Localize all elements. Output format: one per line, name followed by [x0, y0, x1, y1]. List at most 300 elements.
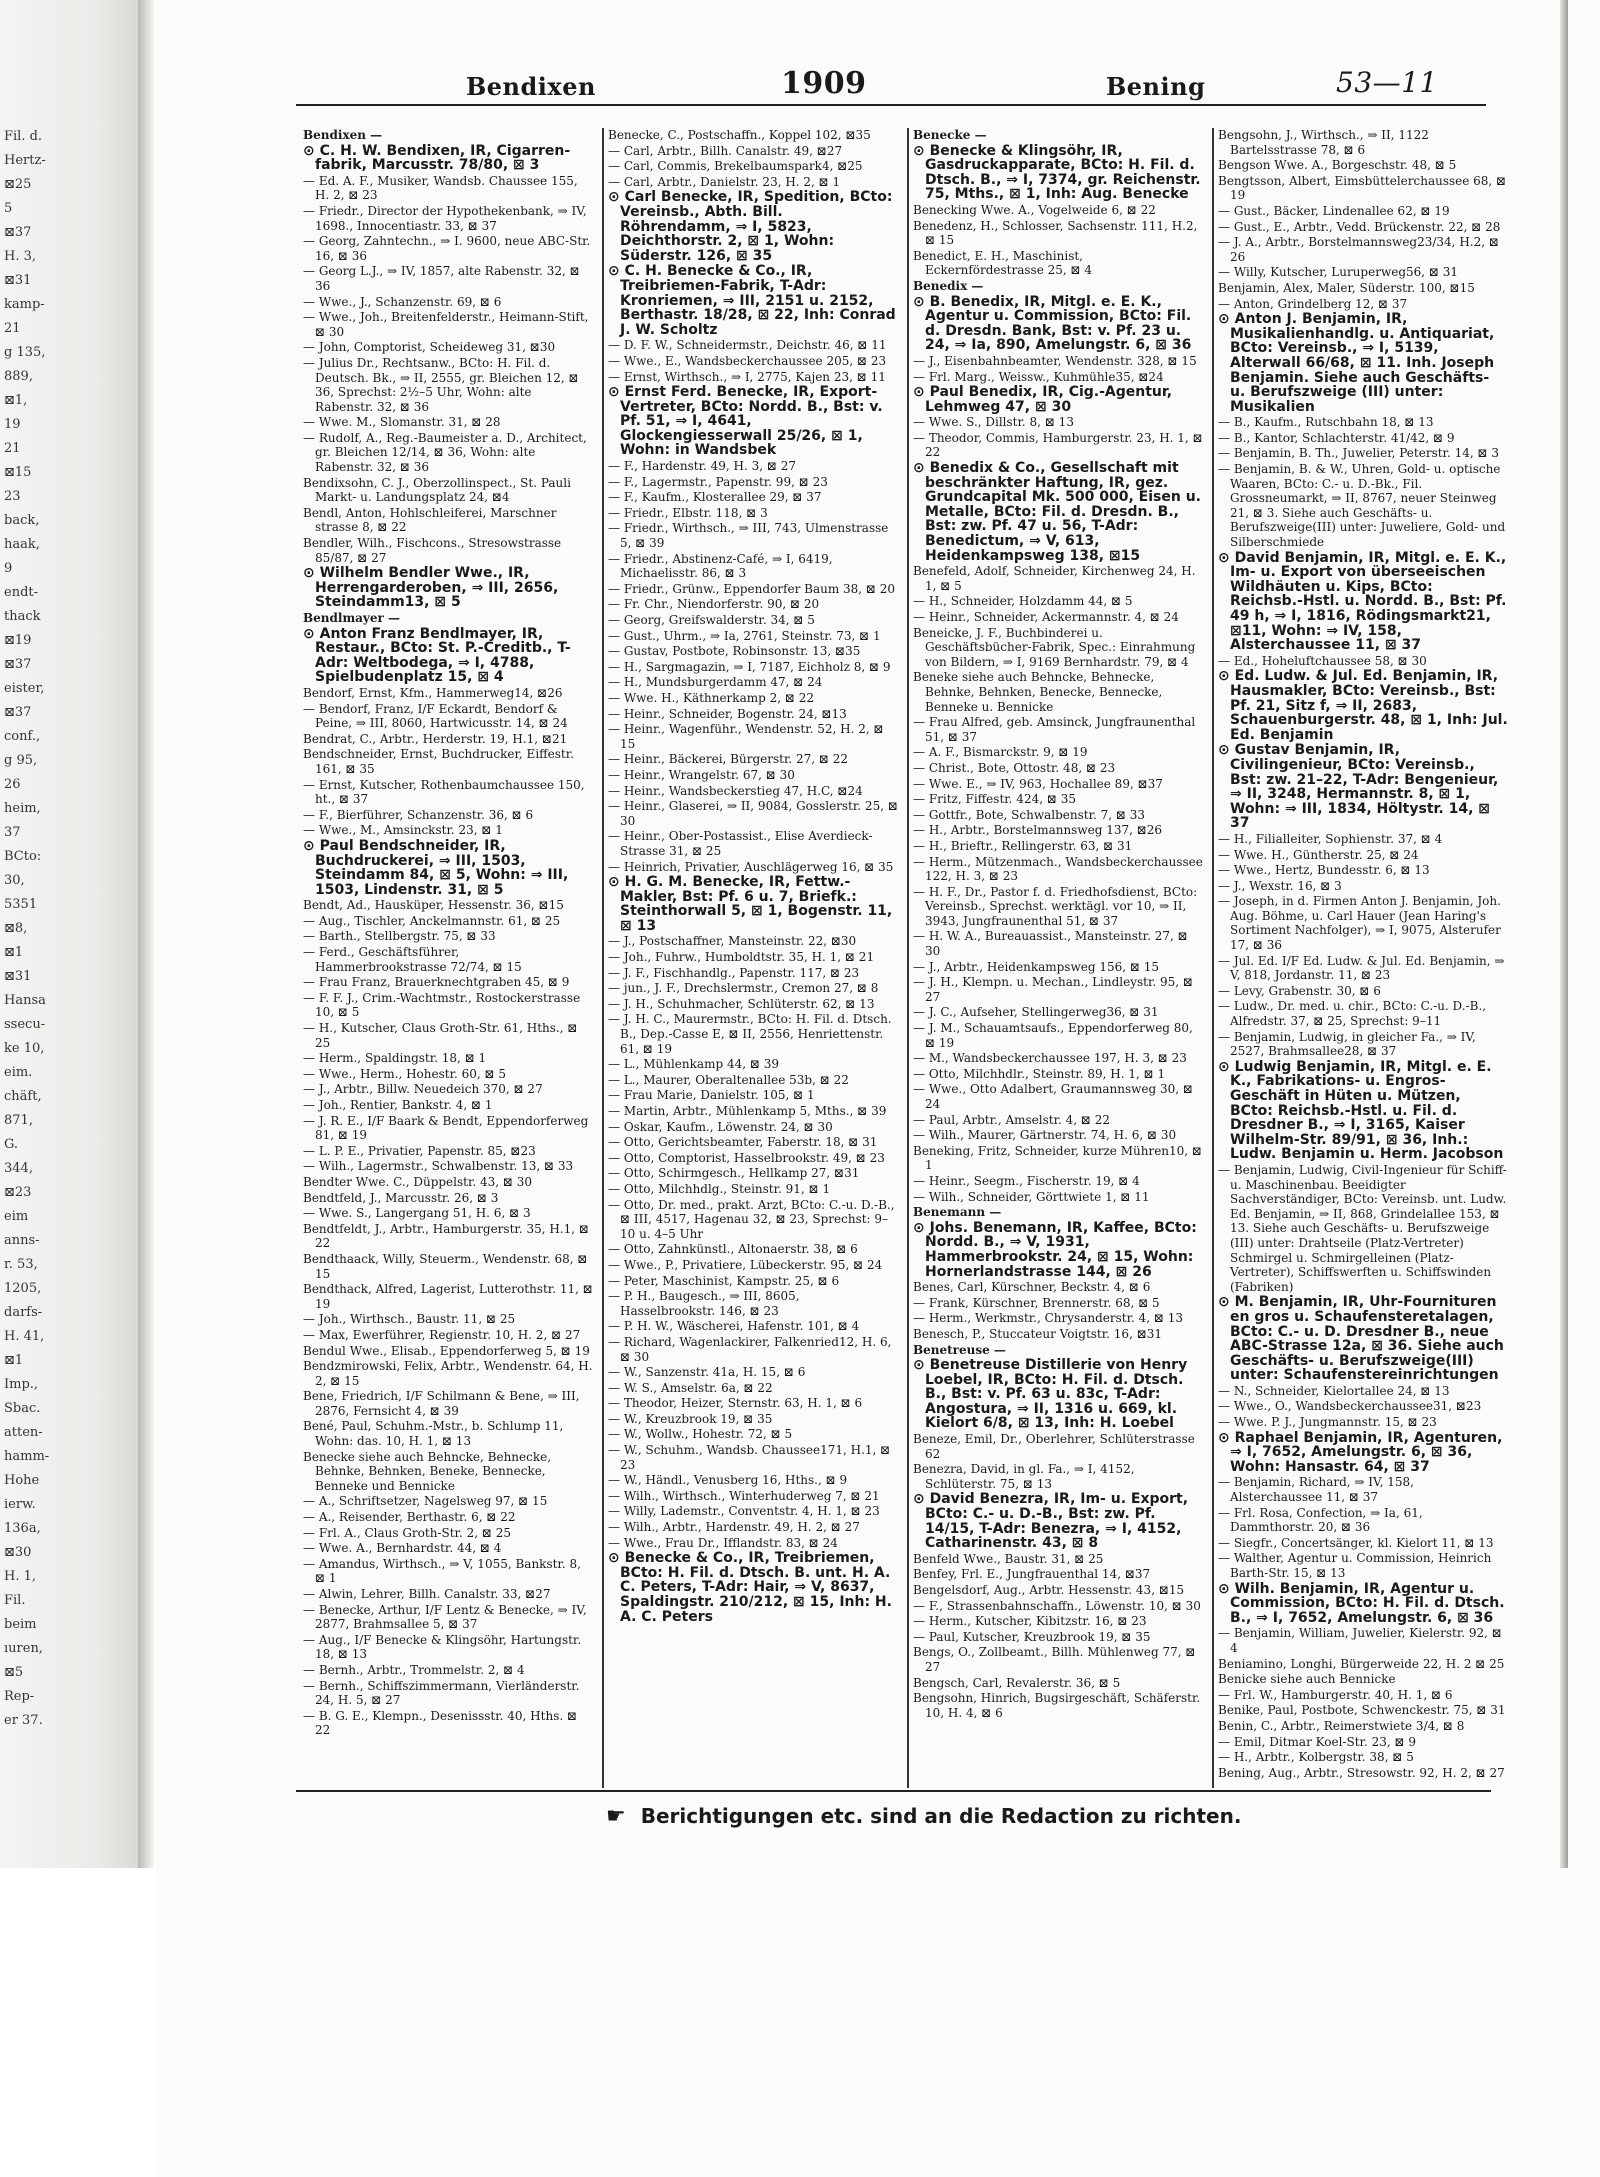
directory-entry: Beneze, Emil, Dr., Oberlehrer, Schlüterstrasse 62	[913, 1432, 1195, 1461]
directory-entry: — Wilh., Arbtr., Hardenstr. 49, H. 2, ⊠ 27	[608, 1520, 860, 1535]
spine-text-fragment: ⊠15	[4, 465, 32, 480]
directory-entry: — Wwe., Frau Dr., Ifflandstr. 83, ⊠ 24	[608, 1535, 838, 1550]
directory-entry: — Fritz, Fiffestr. 424, ⊠ 35	[913, 792, 1076, 807]
directory-entry: — Alwin, Lehrer, Billh. Canalstr. 33, ⊠27	[303, 1587, 551, 1601]
spine-text-fragment: chäft,	[4, 1089, 42, 1104]
spine-text-fragment: eim.	[4, 1065, 33, 1080]
footer-text: Berichtigungen etc. sind an die Redaction zu richten.	[640, 1804, 1242, 1828]
directory-entry: — H. W. A., Bureauassist., Mansteinstr. 27, ⊠ 30	[913, 929, 1188, 959]
directory-entry: — Wwe., Hertz, Bundesstr. 6, ⊠ 13	[1218, 863, 1430, 878]
directory-entry: Benezra, David, in gl. Fa., ⇒ I, 4152, Schlüterstr. 75, ⊠ 13	[913, 1462, 1135, 1491]
directory-entry: — Christ., Bote, Ottostr. 48, ⊠ 23	[913, 760, 1116, 775]
directory-entry: — B. G. E., Klempn., Desenissstr. 40, Hths. ⊠ 22	[303, 1708, 578, 1738]
directory-entry: — J. C., Aufseher, Stellingerweg36, ⊠ 31	[913, 1005, 1159, 1020]
directory-entry: ⊙ Benecke & Klingsöhr, IR, Gasdruckapparate, BCto: H. Fil. d. Dtsch. B., ⇒ I, 7374, gr. Reichenstr. 75, Mths., ⊠ 1, Inh: Aug. Benecke	[913, 142, 1201, 203]
directory-entry: — Martin, Arbtr., Mühlenkamp 5, Mths., ⊠ 39	[608, 1104, 887, 1118]
directory-entry: Benecke, C., Postschaffn., Koppel 102, ⊠35	[608, 128, 871, 142]
directory-entry: Bengtsson, Albert, Eimsbüttelerchaussee 68, ⊠ 19	[1218, 173, 1507, 203]
directory-entry: — Carl, Commis, Brekelbaumspark4, ⊠25	[608, 159, 863, 174]
directory-entry: — Peter, Maschinist, Kampstr. 25, ⊠ 6	[608, 1273, 840, 1288]
spine-text-fragment: 1205,	[4, 1281, 42, 1296]
directory-entry: — F., Bierführer, Schanzenstr. 36, ⊠ 6	[303, 807, 534, 822]
directory-entry: — Oskar, Kaufm., Löwenstr. 24, ⊠ 30	[608, 1119, 833, 1134]
directory-page	[156, 0, 1600, 2177]
directory-entry: Bendzmirowski, Felix, Arbtr., Wendenstr. 64, H. 2, ⊠ 15	[303, 1359, 593, 1388]
directory-entry: — J. A., Arbtr., Borstelmannsweg23/34, H.2, ⊠ 26	[1218, 235, 1499, 264]
directory-entry: — Bernh., Arbtr., Trommelstr. 2, ⊠ 4	[303, 1662, 525, 1677]
directory-entry: — W., Sanzenstr. 41a, H. 15, ⊠ 6	[608, 1365, 806, 1380]
directory-entry: — Otto, Comptorist, Hasselbrookstr. 49, ⊠ 23	[608, 1150, 885, 1165]
directory-entry: — Ernst, Wirthsch., ⇒ I, 2775, Kajen 23, ⊠ 11	[608, 369, 886, 384]
directory-entry: — Rudolf, A., Reg.-Baumeister a. D., Architect, gr. Bleichen 12/14, ⊠ 36, Wohn: alte Rabenstr. 32, ⊠ 36	[303, 430, 587, 475]
spine-text-fragment: ⊠23	[4, 1185, 32, 1200]
directory-entry: — Theodor, Heizer, Sternstr. 63, H. 1, ⊠ 6	[608, 1396, 863, 1411]
spine-text-fragment: H. 3,	[4, 249, 37, 264]
directory-entry: — W. S., Amselstr. 6a, ⊠ 22	[608, 1380, 773, 1395]
spine-text-fragment: Hansa	[4, 993, 46, 1008]
footer-notice	[606, 1804, 1241, 1829]
directory-entry: — Wwe., M., Amsinckstr. 23, ⊠ 1	[303, 823, 503, 838]
spine-text-fragment: 5	[4, 201, 13, 216]
directory-entry: — F., Hardenstr. 49, H. 3, ⊠ 27	[608, 459, 797, 474]
spine-text-fragment: ⊠37	[4, 225, 32, 240]
column-1	[303, 128, 593, 1788]
directory-entry: ⊙ C. H. W. Bendixen, IR, Cigarren-fabrik, Marcusstr. 78/80, ⊠ 3	[303, 142, 571, 174]
directory-entry: Beneking, Fritz, Schneider, kurze Mühren10, ⊠ 1	[913, 1143, 1202, 1173]
directory-entry: Benin, C., Arbtr., Reimerstwiete 3/4, ⊠ 8	[1218, 1718, 1465, 1733]
directory-entry: — Wilh., Schneider, Görttwiete 1, ⊠ 11	[913, 1189, 1150, 1204]
directory-entry: — Wwe., Otto Adalbert, Graumannsweg 30, ⊠ 24	[913, 1082, 1193, 1111]
directory-entry: — Levy, Grabenstr. 30, ⊠ 6	[1218, 983, 1381, 998]
header-rule	[296, 104, 1486, 106]
directory-entry: ⊙ Benecke & Co., IR, Treibriemen, BCto: H. Fil. d. Dtsch. B. unt. H. A. C. Peters, T-Adr: Hair, ⇒ V, 8637, Spaldingstr. 210/212, ⊠ 15, Inh: H. A. C. Peters	[608, 1550, 892, 1625]
directory-entry: — D. F. W., Schneidermstr., Deichstr. 46, ⊠ 11	[608, 338, 887, 353]
directory-entry: Benjamin, Alex, Maler, Süderstr. 100, ⊠15	[1218, 280, 1475, 295]
directory-entry: — Friedr., Elbstr. 118, ⊠ 3	[608, 505, 768, 520]
page-edge	[1560, 0, 1568, 1868]
directory-entry: ⊙ Gustav Benjamin, IR, Civilingenieur, BCto: Vereinsb., Bst: zw. 21–22, T-Adr: Bengenieur, ⇒ II, 3248, Hermannstr. 8, ⊠ 1, Wohn: ⇒ III, 1834, Höltystr. 14, ⊠ 37	[1218, 742, 1499, 832]
directory-entry: — Wwe. E., ⇒ IV, 963, Hochallee 89, ⊠37	[913, 776, 1163, 791]
directory-entry: — Amandus, Wirthsch., ⇒ V, 1055, Bankstr. 8, ⊠ 1	[303, 1556, 581, 1586]
directory-entry: — J. R. E., I/F Baark & Bendt, Eppendorferweg 81, ⊠ 19	[303, 1113, 589, 1143]
directory-entry: — Frl. Rosa, Confection, ⇒ Ia, 61, Dammthorstr. 20, ⊠ 36	[1218, 1505, 1423, 1535]
directory-entry: — P. H., Baugesch., ⇒ III, 8605, Hasselbrookstr. 146, ⊠ 23	[608, 1289, 800, 1318]
directory-entry: — Carl, Arbtr., Danielstr. 23, H. 2, ⊠ 1	[608, 174, 841, 189]
directory-entry: Bengs, O., Zollbeamt., Billh. Mühlenweg 77, ⊠ 27	[913, 1645, 1196, 1674]
directory-entry: ⊙ Johs. Benemann, IR, Kaffee, BCto: Nordd. B., ⇒ V, 1931, Hammerbrookstr. 24, ⊠ 15, Wohn: Hornerlandstrasse 144, ⊠ 26	[913, 1219, 1197, 1280]
directory-entry: — Carl, Arbtr., Billh. Canalstr. 49, ⊠27	[608, 143, 843, 158]
spine-text-fragment: Rep-	[4, 1689, 35, 1704]
directory-entry: ⊙ Benedix & Co., Gesellschaft mit beschränkter Haftung, IR, gez. Grundcapital Mk. 500 000, Eisen u. Metalle, BCto: Fil. d. Dresdn. B., Bst: zw. Pf. 47 u. 56, T-Adr: Benedictum, ⇒ V, 613, Heidenkampsweg 138, ⊠15	[913, 460, 1201, 564]
directory-entry: — L. P. E., Privatier, Papenstr. 85, ⊠23	[303, 1143, 536, 1158]
directory-entry: Bendter Wwe. C., Düppelstr. 43, ⊠ 30	[303, 1174, 533, 1189]
directory-entry: ⊙ David Benjamin, IR, Mitgl. e. E. K., Im- u. Export von überseeischen Wildhäuten u. Kips, BCto: Reichsb.-Hstl. u. Nordd. B., Bst: Pf. 49 h, ⇒ I, 1816, Rödingsmarkt21, ⊠11, Wohn: ⇒ IV, 158, Alsterchaussee 11, ⊠ 37	[1218, 549, 1507, 654]
directory-entry: — Emil, Ditmar Koel-Str. 23, ⊠ 9	[1218, 1734, 1416, 1749]
directory-entry: — J. M., Schauamtsaufs., Eppendorferweg 80, ⊠ 19	[913, 1021, 1193, 1050]
spine-text-fragment: Hertz-	[4, 153, 46, 168]
directory-entry: — Benjamin, William, Juwelier, Kielerstr. 92, ⊠ 4	[1218, 1626, 1502, 1655]
column-2	[608, 128, 898, 1788]
spine-text-fragment: thack	[4, 609, 41, 624]
directory-entry: — H., Sargmagazin, ⇒ I, 7187, Eichholz 8, ⊠ 9	[608, 659, 891, 674]
spine-text-fragment: G.	[4, 1137, 19, 1152]
directory-entry: — L., Mühlenkamp 44, ⊠ 39	[608, 1057, 779, 1072]
spine-text-fragment: 5351	[4, 897, 38, 912]
directory-entry: — Otto, Milchhdlg., Steinstr. 91, ⊠ 1	[608, 1181, 831, 1196]
directory-entry: Beneicke, J. F., Buchbinderei u. Geschäftsbücher-Fabrik, Spec.: Einrahmung von Bildern, ⇒ I, 9169 Bernhardstr. 79, ⊠ 4	[913, 625, 1196, 669]
directory-entry: — J. F., Fischhandlg., Papenstr. 117, ⊠ 23	[608, 965, 860, 980]
directory-entry: — H., Arbtr., Kolbergstr. 38, ⊠ 5	[1218, 1750, 1414, 1765]
directory-entry: Benike, Paul, Postbote, Schwenckestr. 75, ⊠ 31	[1218, 1703, 1506, 1718]
directory-entry: Bendorf, Ernst, Kfm., Hammerweg14, ⊠26	[303, 685, 563, 700]
directory-entry: — F., Strassenbahnschaffn., Löwenstr. 10, ⊠ 30	[913, 1598, 1201, 1613]
directory-entry: — Georg, Zahntechn., ⇒ I. 9600, neue ABC-Str. 16, ⊠ 36	[303, 234, 591, 263]
directory-entry: ⊙ B. Benedix, IR, Mitgl. e. E. K., Agentur u. Commission, BCto: Fil. d. Dresdn. Bank, Bst: v. Pf. 23 u. 24, ⇒ Ia, 890, Amelungstr. 6, ⊠ 36	[913, 293, 1192, 354]
spine-text-fragment: endt-	[4, 585, 39, 600]
directory-entry: ⊙ Benetreuse Distillerie von Henry Loebel, IR, BCto: H. Fil. d. Dtsch. B., Bst: v. Pf. 63 u. 83c, T-Adr: Angostura, ⇒ II, 1316 u. 669, kl. Kielort 6/8, ⊠ 13, Inh: H. Loebel	[913, 1357, 1188, 1432]
directory-entry: — Gust., E., Arbtr., Vedd. Brückenstr. 22, ⊠ 28	[1218, 219, 1501, 234]
directory-entry: ⊙ Ludwig Benjamin, IR, Mitgl. e. E. K., Fabrikations- u. Engros-Geschäft in Hüten u. Mützen, BCto: Reichsb.-Hstl. u. Fil. d. Dresdner B., ⇒ I, 3165, Kaiser Wilhelm-Str. 89/91, ⊠ 36, Inh.: Ludw. Benjamin u. Herm. Jacobson	[1218, 1058, 1504, 1163]
directory-entry: — Otto, Schirmgesch., Hellkamp 27, ⊠31	[608, 1166, 860, 1181]
directory-entry: Bendthaack, Willy, Steuerm., Wendenstr. 68, ⊠ 15	[303, 1251, 588, 1281]
directory-entry: — J. H. C., Maurermstr., BCto: H. Fil. d. Dtsch. B., Dep.-Casse E, ⊠ II, 2556, Henriettenstr. 61, ⊠ 19	[608, 1012, 892, 1056]
column-3	[913, 128, 1203, 1788]
spine-text-fragment: eim	[4, 1209, 29, 1224]
directory-entry: ⊙ Ed. Ludw. & Jul. Ed. Benjamin, IR, Hausmakler, BCto: Vereinsb., Bst: Pf. 21, Sitz f, ⇒ II, 2683, Schauenburgerstr. 48, ⊠ 1, Inh: Jul. Ed. Benjamin	[1218, 668, 1508, 743]
directory-entry: Bendt, Ad., Hausküper, Hessenstr. 36, ⊠15	[303, 898, 564, 913]
directory-entry: — H., Arbtr., Borstelmannsweg 137, ⊠26	[913, 823, 1163, 838]
spine-text-fragment: ⊠31	[4, 273, 32, 288]
directory-entry: — N., Schneider, Kielortallee 24, ⊠ 13	[1218, 1383, 1450, 1398]
directory-entry: Benedenz, H., Schlosser, Sachsenstr. 111, H.2, ⊠ 15	[913, 218, 1198, 248]
directory-entry: — Heinr., Wagenführ., Wendenstr. 52, H. 2, ⊠ 15	[608, 722, 884, 751]
directory-entry: — Frl. Marg., Weissw., Kuhmühle35, ⊠24	[913, 369, 1164, 384]
directory-entry: Bening, Aug., Arbtr., Stresowstr. 92, H. 2, ⊠ 27	[1218, 1765, 1505, 1780]
directory-entry: Bendtfeldt, J., Arbtr., Hamburgerstr. 35, H.1, ⊠ 22	[303, 1221, 589, 1251]
directory-entry: — Frl. A., Claus Groth-Str. 2, ⊠ 25	[303, 1525, 511, 1540]
directory-entry: — B., Kantor, Schlachterstr. 41/42, ⊠ 9	[1218, 430, 1455, 445]
spine-text-fragment: eister,	[4, 681, 45, 696]
spine-text-fragment: 344,	[4, 1161, 33, 1176]
spine-text-fragment: g 95,	[4, 753, 38, 768]
directory-entry: — Paul, Kutscher, Kreuzbrook 19, ⊠ 35	[913, 1629, 1151, 1644]
spine-text-fragment: ⊠1	[4, 945, 24, 960]
spine-text-fragment: darfs-	[4, 1305, 43, 1320]
spine-text-fragment: 21	[4, 321, 21, 336]
directory-entry: — Joh., Fuhrw., Humboldtstr. 35, H. 1, ⊠ 21	[608, 950, 875, 965]
footer-rule	[296, 1790, 1491, 1792]
spine-text-fragment: 136a,	[4, 1521, 41, 1536]
directory-entry: — M., Wandsbeckerchaussee 197, H. 3, ⊠ 23	[913, 1051, 1187, 1066]
directory-entry: — Wwe. S., Dillstr. 8, ⊠ 13	[913, 415, 1074, 430]
directory-entry: — Julius Dr., Rechtsanw., BCto: H. Fil. d. Deutsch. Bk., ⇒ II, 2555, gr. Bleichen 12, ⊠ 36, Sprechst: 2½–5 Uhr, Wohn: alte Rabenstr. 32, ⊠ 36	[303, 355, 579, 414]
column-rule	[907, 128, 909, 1788]
directory-entry: — Friedr., Grünw., Eppendorfer Baum 38, ⊠ 20	[608, 581, 896, 596]
directory-entry: — H., Filialleiter, Sophienstr. 37, ⊠ 4	[1218, 831, 1443, 846]
directory-entry: — Jul. Ed. I/F Ed. Ludw. & Jul. Ed. Benjamin, ⇒ V, 818, Jordanstr. 11, ⊠ 23	[1218, 953, 1505, 983]
spine-text-fragment: ıuren,	[4, 1641, 43, 1656]
spine-text-fragment: Hohe	[4, 1473, 40, 1488]
directory-entry: — Ed., Hoheluftchaussee 58, ⊠ 30	[1218, 653, 1427, 668]
directory-entry: Beneke siehe auch Behncke, Behnecke, Behnke, Behnken, Benecke, Bennecke, Benneke u. Bennicke	[913, 670, 1163, 714]
spine-text-fragment: 23	[4, 489, 21, 504]
directory-entry: ⊙ M. Benjamin, IR, Uhr-Fournituren en gros u. Schaufensteretalagen, BCto: C.- u. D. Dresdner B., neue ABC-Strasse 12a, ⊠ 36. Siehe auch Geschäfts- u. Berufszweige(III) unter: Schaufenstereinrichtungen	[1218, 1294, 1504, 1384]
directory-entry: Bendul Wwe., Elisab., Eppendorferweg 5, ⊠ 19	[303, 1343, 590, 1358]
directory-entry: — Willy, Kutscher, Luruperweg56, ⊠ 31	[1218, 265, 1459, 280]
spine-text-fragment: BCto:	[4, 849, 42, 864]
directory-entry: — J., Wexstr. 16, ⊠ 3	[1218, 878, 1342, 893]
directory-entry: ⊙ Anton J. Benjamin, IR, Musikalienhandlg. u. Antiquariat, BCto: Vereinsb., ⇒ I, 5139, Alterwall 66/68, ⊠ 11. Inh. Joseph Benjamin. Siehe auch Geschäfts- u. Berufszweige (III) unter: Musikalien	[1218, 311, 1495, 415]
directory-entry: — Heinr., Schneider, Bogenstr. 24, ⊠13	[608, 706, 847, 721]
column-4	[1218, 128, 1508, 1788]
directory-entry: — P. H. W., Wäscherei, Hafenstr. 101, ⊠ 4	[608, 1319, 860, 1334]
directory-entry: — Gottfr., Bote, Schwalbenstr. 7, ⊠ 33	[913, 807, 1146, 822]
directory-entry: — Wilh., Wirthsch., Winterhuderweg 7, ⊠ 21	[608, 1488, 880, 1503]
directory-entry: — L., Maurer, Oberaltenallee 53b, ⊠ 22	[608, 1072, 849, 1087]
spine-text-fragment: 871,	[4, 1113, 33, 1128]
directory-entry: — W., Wollw., Hohestr. 72, ⊠ 5	[608, 1427, 793, 1442]
directory-entry: — Ferd., Geschäftsführer, Hammerbrookstrasse 72/74, ⊠ 15	[303, 945, 522, 974]
spine-text-fragment: anns-	[4, 1233, 40, 1248]
directory-entry: — F., Lagermstr., Papenstr. 99, ⊠ 23	[608, 474, 828, 489]
directory-entry: — Heinr., Wrangelstr. 67, ⊠ 30	[608, 767, 795, 782]
spine-text-fragment: H. 41,	[4, 1329, 45, 1344]
directory-entry: Bendrat, C., Arbtr., Herderstr. 19, H.1, ⊠21	[303, 731, 568, 746]
page-header	[156, 64, 1600, 108]
directory-entry: — Otto, Gerichtsbeamter, Faberstr. 18, ⊠ 31	[608, 1135, 878, 1150]
directory-entry: Benecke —	[913, 128, 987, 142]
directory-entry: — Wilh., Maurer, Gärtnerstr. 74, H. 6, ⊠ 30	[913, 1128, 1177, 1143]
header-year: 1909	[781, 66, 867, 101]
spine-text-fragment: Fil.	[4, 1593, 26, 1608]
spine-shadow	[138, 0, 154, 1868]
directory-entry: Benecking Wwe. A., Vogelweide 6, ⊠ 22	[913, 202, 1156, 217]
directory-entry: — Frau Franz, Brauerknechtgraben 45, ⊠ 9	[303, 975, 570, 990]
directory-entry: Bengsch, Carl, Revalerstr. 36, ⊠ 5	[913, 1675, 1121, 1690]
directory-entry: — Heinr., Wandsbeckerstieg 47, H.C, ⊠24	[608, 783, 863, 798]
directory-entry: — A. F., Bismarckstr. 9, ⊠ 19	[913, 745, 1088, 760]
directory-entry: Bendthack, Alfred, Lagerist, Lutterothstr. 11, ⊠ 19	[303, 1282, 593, 1311]
directory-entry: Bengsohn, J., Wirthsch., ⇒ II, 1122 Bartelsstrasse 78, ⊠ 6	[1218, 128, 1429, 157]
directory-entry: — Wwe. M., Slomanstr. 31, ⊠ 28	[303, 415, 501, 430]
spine-text-fragment: 19	[4, 417, 21, 432]
spine-text-fragment: conf.,	[4, 729, 41, 744]
directory-entry: — J., Eisenbahnbeamter, Wendenstr. 328, ⊠ 15	[913, 353, 1197, 368]
directory-entry: — Georg, Greifswalderstr. 34, ⊠ 5	[608, 613, 815, 627]
directory-entry: — Max, Ewerführer, Regienstr. 10, H. 2, ⊠ 27	[303, 1327, 581, 1342]
directory-entry: — J. H., Schuhmacher, Schlüterstr. 62, ⊠ 13	[608, 996, 875, 1011]
spine-text-fragment: ⊠1	[4, 1353, 24, 1368]
directory-entry: — F. F. J., Crim.-Wachtmstr., Rostockerstrasse 10, ⊠ 5	[303, 990, 581, 1020]
directory-entry: — J., Arbtr., Billw. Neuedeich 370, ⊠ 27	[303, 1082, 543, 1097]
directory-entry: — H., Mundsburgerdamm 47, ⊠ 24	[608, 675, 823, 690]
directory-entry: Benecke siehe auch Behncke, Behnecke, Behnke, Behnken, Beneke, Bennecke, Benneke und Bennicke	[303, 1449, 552, 1493]
directory-entry: — Joseph, in d. Firmen Anton J. Benjamin, Joh. Aug. Böhme, u. Carl Hauer (Jean Haring's Sortiment Nachfolger), ⇒ I, 9075, Alsterufer 17, ⊠ 36	[1218, 894, 1501, 953]
spine-text-fragment: ⊠25	[4, 177, 32, 192]
spine-text-fragment: beim	[4, 1617, 37, 1632]
directory-entry: — Heinr., Glaserei, ⇒ II, 9084, Gosslerstr. 25, ⊠ 30	[608, 799, 898, 828]
spine-text-fragment: Sbac.	[4, 1401, 41, 1416]
spine-text-fragment: H. 1,	[4, 1569, 37, 1584]
directory-entry: — Otto, Milchhdlr., Steinstr. 89, H. 1, ⊠ 1	[913, 1066, 1166, 1081]
directory-entry: — Friedr., Abstinenz-Café, ⇒ I, 6419, Michaelisstr. 86, ⊠ 3	[608, 551, 833, 581]
directory-entry: — Fr. Chr., Niendorferstr. 90, ⊠ 20	[608, 597, 820, 612]
directory-entry: — Ernst, Kutscher, Rothenbaumchaussee 150, ht., ⊠ 37	[303, 777, 585, 807]
directory-entry: — W., Schuhm., Wandsb. Chaussee171, H.1, ⊠ 23	[608, 1443, 891, 1472]
spine-text-fragment: ⊠37	[4, 705, 32, 720]
pointing-hand-icon: ☛	[606, 1804, 626, 1829]
directory-entry: — jun., J. F., Drechslermstr., Cremon 27, ⊠ 8	[608, 981, 879, 996]
directory-entry: — Gustav, Postbote, Robinsonstr. 13, ⊠35	[608, 644, 861, 659]
directory-entry: — Georg L.J., ⇒ IV, 1857, alte Rabenstr. 32, ⊠ 36	[303, 264, 580, 293]
spine-text-fragment: ⊠19	[4, 633, 32, 648]
directory-entry: — Benjamin, Ludwig, in gleicher Fa., ⇒ IV, 2527, Brahmsallee28, ⊠ 37	[1218, 1029, 1476, 1059]
directory-entry: — Wwe. S., Langergang 51, H. 6, ⊠ 3	[303, 1206, 531, 1221]
directory-entry: Benesch, P., Stuccateur Voigtstr. 16, ⊠31	[913, 1326, 1163, 1341]
directory-entry: — Frau Alfred, geb. Amsinck, Jungfraunenthal 51, ⊠ 37	[913, 715, 1196, 744]
directory-entry: — W., Händl., Venusberg 16, Hths., ⊠ 9	[608, 1473, 848, 1488]
spine-text-fragment: ⊠31	[4, 969, 32, 984]
directory-entry: — Wwe. P. J., Jungmannstr. 15, ⊠ 23	[1218, 1415, 1437, 1430]
directory-entry: ⊙ Paul Benedix, IR, Cig.-Agentur, Lehmweg 47, ⊠ 30	[913, 384, 1173, 415]
directory-entry: — Aug., Tischler, Anckelmannstr. 61, ⊠ 25	[303, 913, 561, 928]
directory-entry: — Wwe. H., Käthnerkamp 2, ⊠ 22	[608, 690, 814, 705]
directory-entry: Bengelsdorf, Aug., Arbtr. Hessenstr. 43, ⊠15	[913, 1583, 1185, 1597]
directory-entry: — J., Arbtr., Heidenkampsweg 156, ⊠ 15	[913, 959, 1160, 974]
directory-entry: — Ludw., Dr. med. u. chir., BCto: C.-u. D.-B., Alfredstr. 37, ⊠ 25, Sprechst: 9–11	[1218, 999, 1487, 1029]
previous-page-spine	[0, 0, 140, 1868]
directory-entry: — Frau Marie, Danielstr. 105, ⊠ 1	[608, 1088, 815, 1103]
directory-entry: — Wwe., Herm., Hohestr. 60, ⊠ 5	[303, 1066, 507, 1081]
directory-entry: — H., Schneider, Holzdamm 44, ⊠ 5	[913, 594, 1133, 609]
directory-entry: — Heinrich, Privatier, Auschlägerweg 16, ⊠ 35	[608, 859, 894, 874]
directory-entry: Bendtfeld, J., Marcusstr. 26, ⊠ 3	[303, 1190, 499, 1205]
directory-entry: Beniamino, Longhi, Bürgerweide 22, H. 2 ⊠ 25	[1218, 1656, 1505, 1671]
directory-entry: — Walther, Agentur u. Commission, Heinrich Barth-Str. 15, ⊠ 13	[1218, 1551, 1492, 1580]
directory-entry: — Benjamin, B. Th., Juwelier, Peterstr. 14, ⊠ 3	[1218, 446, 1499, 461]
directory-entry: — Benjamin, Richard, ⇒ IV, 158, Alsterchaussee 11, ⊠ 37	[1218, 1475, 1414, 1505]
spine-text-fragment: kamp-	[4, 297, 45, 312]
directory-entry: — Frank, Kürschner, Brennerstr. 68, ⊠ 5	[913, 1295, 1160, 1310]
directory-entry: — Herm., Werkmstr., Chrysanderstr. 4, ⊠ 13	[913, 1311, 1184, 1326]
directory-entry: Bengsohn, Hinrich, Bugsirgeschäft, Schäferstr. 10, H. 4, ⊠ 6	[913, 1691, 1201, 1720]
directory-entry: Bene, Friedrich, I/F Schilmann & Bene, ⇒ III, 2876, Fernsicht 4, ⊠ 39	[303, 1389, 580, 1418]
spine-text-fragment: ⊠5	[4, 1665, 24, 1680]
spine-text-fragment: 21	[4, 441, 21, 456]
directory-entry: Benefeld, Adolf, Schneider, Kirchenweg 24, H. 1, ⊠ 5	[913, 564, 1196, 593]
directory-entry: Bendlmayer —	[303, 611, 401, 625]
spine-text-fragment: atten-	[4, 1425, 43, 1440]
directory-entry: — Wwe., O., Wandsbeckerchaussee31, ⊠23	[1218, 1399, 1482, 1414]
directory-entry: — Siegfr., Concertsänger, kl. Kielort 11, ⊠ 13	[1218, 1535, 1494, 1550]
directory-entry: — Herm., Kutscher, Kibitzstr. 16, ⊠ 23	[913, 1614, 1147, 1629]
directory-entry: — A., Schriftsetzer, Nagelsweg 97, ⊠ 15	[303, 1494, 548, 1509]
directory-entry: — Otto, Dr. med., prakt. Arzt, BCto: C.-u. D.-B., ⊠ III, 4517, Hagenau 32, ⊠ 23, Sprechst: 9–10 u. 4–5 Uhr	[608, 1197, 895, 1241]
spine-text-fragment: 26	[4, 777, 21, 792]
directory-entry: — Aug., I/F Benecke & Klingsöhr, Hartungstr. 18, ⊠ 13	[303, 1632, 582, 1662]
directory-entry: — Richard, Wagenlackirer, Falkenried12, H. 6, ⊠ 30	[608, 1334, 892, 1364]
directory-entry: — Wwe., J., Schanzenstr. 69, ⊠ 6	[303, 294, 502, 309]
directory-entry: — Benjamin, B. & W., Uhren, Gold- u. optische Waaren, BCto: C.- u. D.-Bk., Fil. Grossneumarkt, ⇒ II, 8767, neuer Steinweg 21, ⊠ 3. Siehe auch Geschäfts- u. Berufszweige(III) unter: Juweliere, Gold- und Silberschmiede	[1218, 462, 1506, 550]
spine-text-fragment: ke 10,	[4, 1041, 45, 1056]
directory-entry: ⊙ Raphael Benjamin, IR, Agenturen, ⇒ I, 7652, Amelungstr. 6, ⊠ 36, Wohn: Hansastr. 64, ⊠ 37	[1218, 1429, 1503, 1475]
directory-entry: Bendixen —	[303, 128, 383, 142]
directory-entry: Bendl, Anton, Hohlschleiferei, Marschner strasse 8, ⊠ 22	[303, 505, 557, 535]
directory-entry: — Otto, Zahnkünstl., Altonaerstr. 38, ⊠ 6	[608, 1242, 858, 1257]
spine-text-fragment: 9	[4, 561, 13, 576]
directory-entry: — H., Kutscher, Claus Groth-Str. 61, Hths., ⊠ 25	[303, 1021, 578, 1050]
directory-entry: Bené, Paul, Schuhm.-Mstr., b. Schlump 11, Wohn: das. 10, H. 1, ⊠ 13	[303, 1419, 564, 1449]
directory-entry: — Heinr., Bäckerei, Bürgerstr. 27, ⊠ 22	[608, 752, 849, 767]
directory-entry: — Benecke, Arthur, I/F Lentz & Benecke, ⇒ IV, 2877, Brahmsallee 5, ⊠ 37	[303, 1602, 587, 1632]
directory-entry: — Wwe. H., Güntherstr. 25, ⊠ 24	[1218, 847, 1419, 862]
directory-entry: Benemann —	[913, 1205, 1002, 1220]
directory-entry: ⊙ Wilh. Benjamin, IR, Agentur u. Commission, BCto: H. Fil. d. Dtsch. B., ⇒ I, 7652, Amelungstr. 6, ⊠ 36	[1218, 1580, 1505, 1626]
directory-entry: — H. F., Dr., Pastor f. d. Friedhofsdienst, BCto: Vereinsb., Sprechst. werktägl. vor 10, ⇒ II, 3943, Jungfraunenthal 51, ⊠ 37	[913, 884, 1198, 928]
directory-entry: Bendler, Wilh., Fischcons., Stresowstrasse 85/87, ⊠ 27	[303, 536, 562, 565]
spine-text-fragment: Imp.,	[4, 1377, 39, 1392]
spine-text-fragment: r. 53,	[4, 1257, 38, 1272]
spine-text-fragment: back,	[4, 513, 40, 528]
header-right-keyword: Bening	[1106, 72, 1206, 101]
directory-entry: Benfey, Frl. E., Jungfrauenthal 14, ⊠37	[913, 1567, 1151, 1582]
spine-text-fragment: 37	[4, 825, 21, 840]
directory-entry: Bengson Wwe. A., Borgeschstr. 48, ⊠ 5	[1218, 158, 1457, 173]
spine-text-fragment: Fil. d.	[4, 129, 43, 144]
directory-entry: Benedix —	[913, 278, 984, 293]
directory-entry: — Gust., Bäcker, Lindenallee 62, ⊠ 19	[1218, 203, 1450, 218]
directory-entry: — B., Kaufm., Rutschbahn 18, ⊠ 13	[1218, 415, 1434, 430]
directory-entry: — Ed. A. F., Musiker, Wandsb. Chaussee 155, H. 2, ⊠ 23	[303, 173, 578, 203]
directory-entry: — Willy, Lademstr., Conventstr. 4, H. 1, ⊠ 23	[608, 1504, 880, 1519]
directory-entry: Benes, Carl, Kürschner, Beckstr. 4, ⊠ 6	[913, 1280, 1151, 1295]
directory-entry: — Joh., Rentier, Bankstr. 4, ⊠ 1	[303, 1098, 493, 1112]
directory-entry: ⊙ Carl Benecke, IR, Spedition, BCto: Vereinsb., Abth. Bill. Röhrendamm, ⇒ I, 5823, Deichthorstr. 2, ⊠ 1, Wohn: Süderstr. 126, ⊠ 35	[608, 189, 893, 264]
directory-entry: — Wwe., E., Wandsbeckerchaussee 205, ⊠ 23	[608, 353, 887, 368]
directory-entry: — Heinr., Seegm., Fischerstr. 19, ⊠ 4	[913, 1173, 1140, 1188]
directory-entry: Bendixsohn, C. J., Oberzollinspect., St. Pauli Markt- u. Landungsplatz 24, ⊠4	[303, 475, 571, 505]
directory-entry: — Anton, Grindelberg 12, ⊠ 37	[1218, 296, 1408, 311]
directory-entry: — W., Kreuzbrook 19, ⊠ 35	[608, 1411, 773, 1426]
directory-entry: Benedict, E. H., Maschinist, Eckernfördestrasse 25, ⊠ 4	[913, 248, 1093, 278]
spine-text-fragment: heim,	[4, 801, 41, 816]
directory-entry: — F., Kaufm., Klosterallee 29, ⊠ 37	[608, 490, 822, 505]
directory-entry: — Barth., Stellbergstr. 75, ⊠ 33	[303, 929, 496, 944]
directory-entry: — Friedr., Wirthsch., ⇒ III, 743, Ulmenstrasse 5, ⊠ 39	[608, 521, 889, 551]
header-page-number: 53—11	[1336, 66, 1438, 99]
directory-entry: — John, Comptorist, Scheideweg 31, ⊠30	[303, 340, 556, 355]
spine-text-fragment: g 135,	[4, 345, 46, 360]
directory-entry: — Wwe., Joh., Breitenfelderstr., Heimann-Stift, ⊠ 30	[303, 310, 589, 339]
directory-entry: — Gust., Uhrm., ⇒ Ia, 2761, Steinstr. 73, ⊠ 1	[608, 628, 881, 643]
spine-text-fragment: 30,	[4, 873, 25, 888]
directory-entry: — Bernh., Schiffszimmermann, Vierländerstr. 24, H. 5, ⊠ 27	[303, 1678, 580, 1708]
directory-entry: — Wwe. A., Bernhardstr. 44, ⊠ 4	[303, 1541, 502, 1556]
directory-entry: — Frl. W., Hamburgerstr. 40, H. 1, ⊠ 6	[1218, 1687, 1453, 1702]
spine-text-fragment: ssecu-	[4, 1017, 46, 1032]
directory-entry: — Paul, Arbtr., Amselstr. 4, ⊠ 22	[913, 1112, 1111, 1127]
directory-entry: — Heinr., Schneider, Ackermannstr. 4, ⊠ 24	[913, 610, 1179, 624]
directory-entry: — J. H., Klempn. u. Mechan., Lindleystr. 95, ⊠ 27	[913, 975, 1193, 1004]
spine-text-fragment: haak,	[4, 537, 40, 552]
spine-text-fragment: er 37.	[4, 1713, 43, 1728]
directory-entry: — H., Brieftr., Rellingerstr. 63, ⊠ 31	[913, 838, 1133, 853]
directory-entry: ⊙ David Benezra, IR, Im- u. Export, BCto: C.- u. D.-B., Bst: zw. Pf. 14/15, T-Adr: Benezra, ⇒ I, 4152, Catharinenstr. 43, ⊠ 8	[913, 1491, 1189, 1552]
directory-entry: — Heinr., Ober-Postassist., Elise Averdieck-Strasse 31, ⊠ 25	[608, 829, 873, 858]
spine-text-fragment: ⊠8,	[4, 921, 28, 936]
directory-entry: ⊙ C. H. Benecke & Co., IR, Treibriemen-Fabrik, T-Adr: Kronriemen, ⇒ III, 2151 u. 2152, Berthastr. 18/28, ⊠ 22, Inh: Conrad J. W. Scholtz	[608, 263, 896, 338]
spine-text-fragment: ⊠30	[4, 1545, 32, 1560]
